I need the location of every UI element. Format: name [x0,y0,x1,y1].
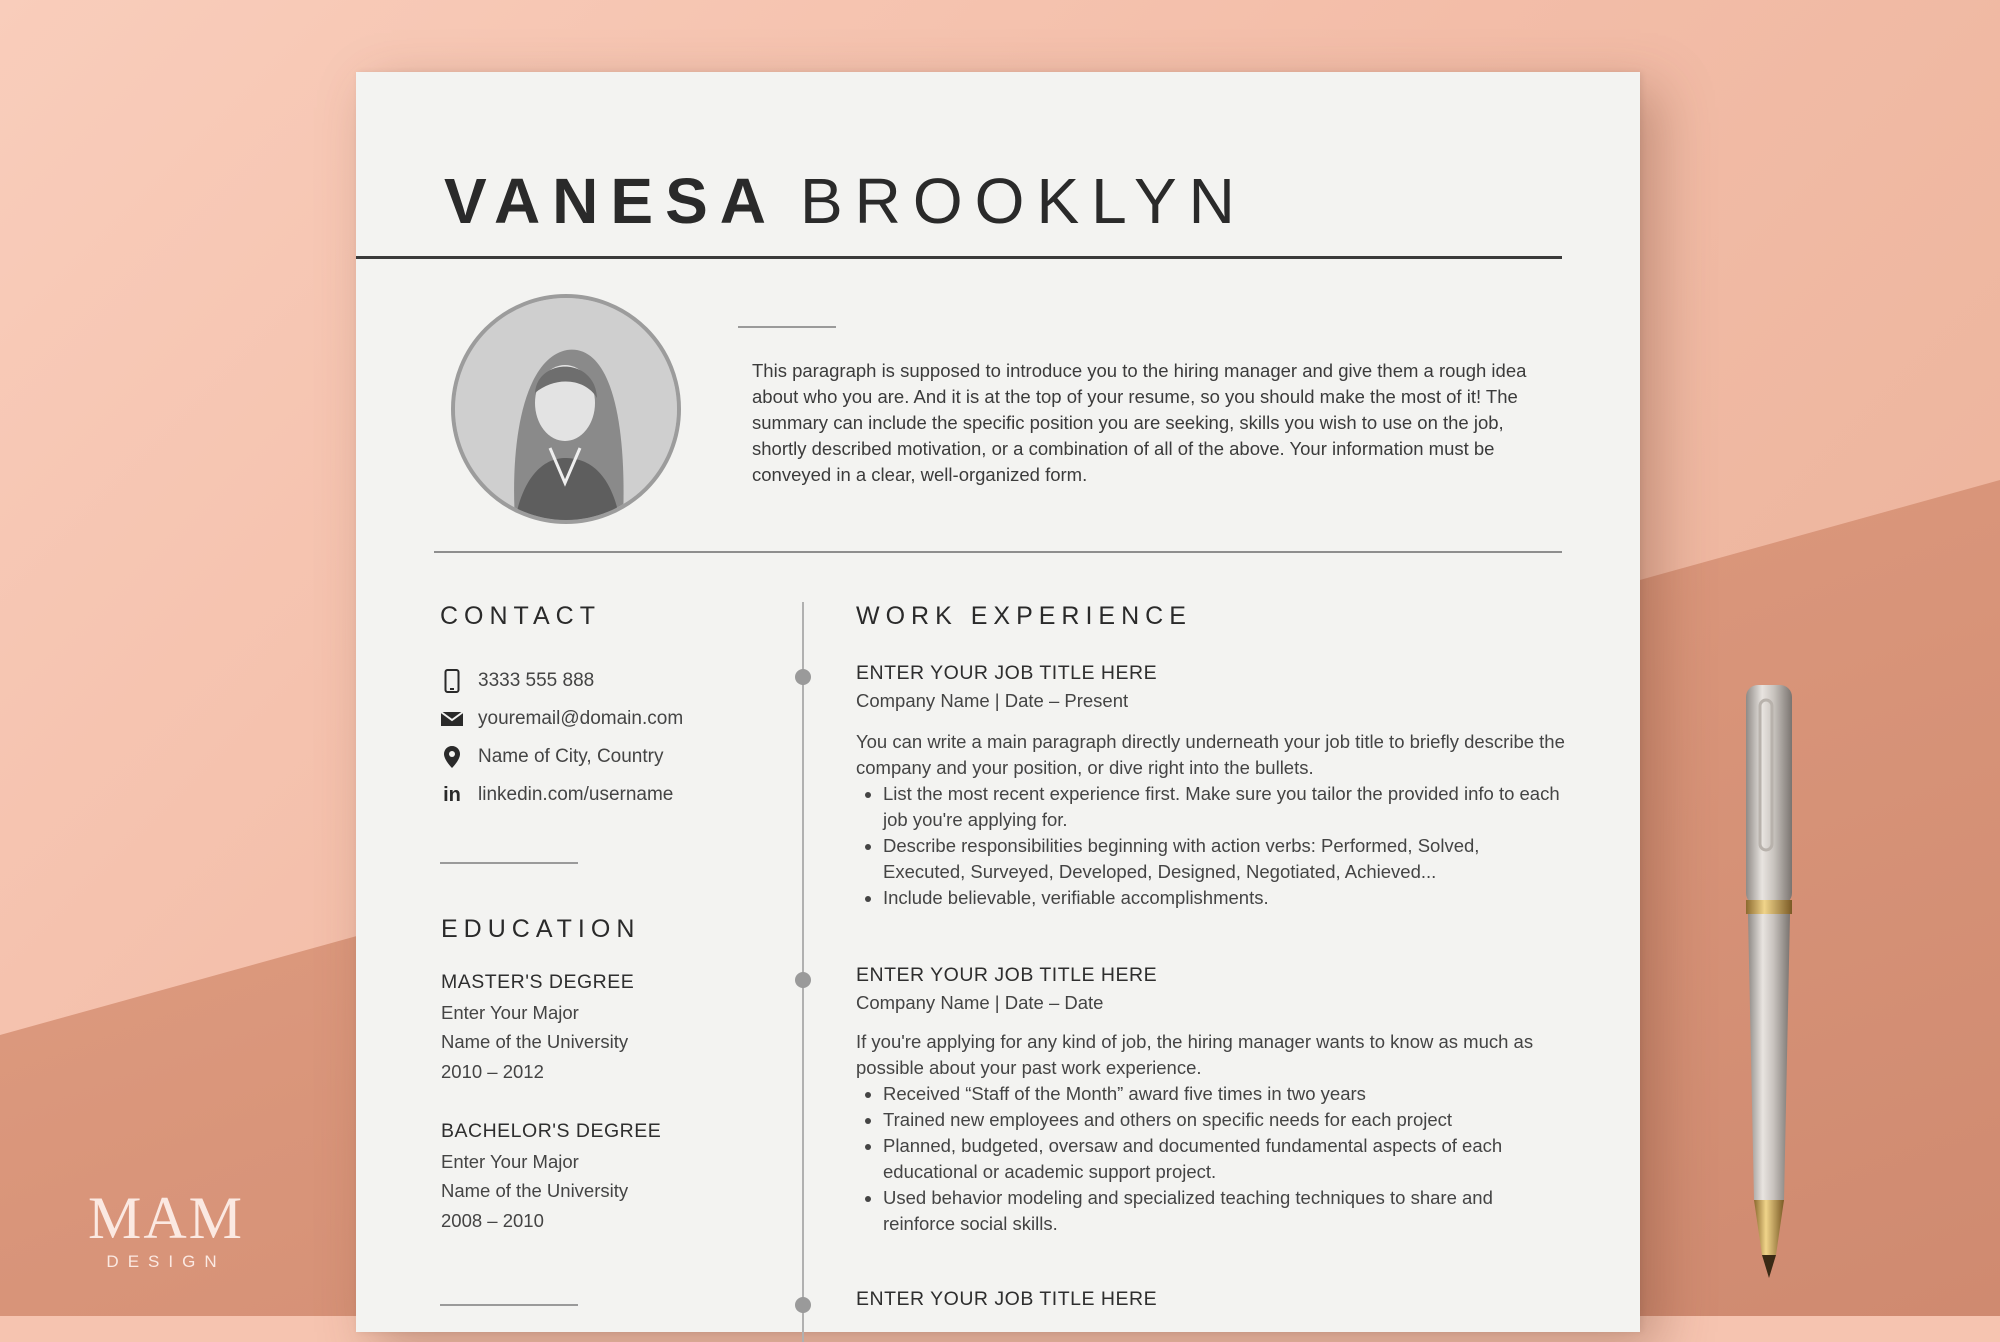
education-school: Name of the University [441,1180,629,1201]
linkedin-icon: in [443,783,461,806]
contact-heading: CONTACT [440,602,601,630]
summary-paragraph: This paragraph is supposed to introduce you to the hiring manager and give them a rough idea about who you are. And it is at the top of your resume, so you should make the most of it! The summary can include the specific position you are seeking, skills you wish to use on the job, shortly described motivation, or a combination of all of the above. Your information must be conveyed in a clear, well-organized form. [752,360,1527,485]
timeline-dot [795,1297,811,1313]
job-meta: Company Name | Date – Date [856,992,1104,1013]
job-entry [856,660,1566,911]
contact-divider [440,862,578,864]
contact-phone [440,662,683,700]
resume-name [444,164,1247,238]
job-description: If you're applying for any kind of job, the hiring manager wants to know as much as possible about your past work experience. [856,1031,1534,1078]
contact-list [440,662,683,814]
job-bullets [856,781,1566,911]
contact-linkedin [440,776,683,814]
education-years: 2008 – 2010 [441,1209,544,1231]
job-bullet: • Used behavior modeling and specialized teaching techniques to share and reinforce social skills. [883,1185,1566,1237]
education-degree: BACHELOR'S DEGREE [441,1120,662,1142]
job-bullet: • Planned, budgeted, oversaw and documented fundamental aspects of each educational or academic support project. [883,1133,1566,1185]
brand-logo [88,1185,245,1272]
first-name: VANESA [444,165,778,237]
job-bullet: • Received “Staff of the Month” award five times in two years [883,1081,1566,1107]
education-item [441,1117,661,1235]
job-bullet: • List the most recent experience first. Make sure you tailor the provided info to each job you're applying for. [883,781,1566,833]
summary-accent-rule [738,326,836,328]
resume-page [356,72,1640,1332]
job-title: ENTER YOUR JOB TITLE HERE [856,662,1158,684]
education-major: Enter Your Major [441,1001,579,1023]
linkedin-text: linkedin.com/username [478,784,674,805]
timeline-dot [795,972,811,988]
contact-location [440,738,683,776]
job-title: ENTER YOUR JOB TITLE HERE [856,964,1158,986]
timeline-dot [795,669,811,685]
job-bullets [856,1081,1566,1237]
work-experience-heading: WORK EXPERIENCE [856,602,1192,630]
logo-subtext: DESIGN [106,1252,226,1271]
pen-illustration [1740,680,1800,1280]
profile-photo [451,294,681,524]
education-heading: EDUCATION [441,915,641,943]
job-bullet: • Include believable, verifiable accomplishments. [883,885,1566,911]
location-pin-icon [440,745,464,769]
phone-icon [440,669,464,693]
email-icon [440,707,464,731]
education-item [441,968,634,1086]
education-years: 2010 – 2012 [441,1060,544,1082]
portrait-illustration [455,298,677,520]
job-bullet: • Describe responsibilities beginning with action verbs: Performed, Solved, Executed, Surveyed, Developed, Designed, Negotiated, Achieved... [883,833,1566,885]
job-entry [856,962,1566,1237]
education-major: Enter Your Major [441,1150,579,1172]
job-title: ENTER YOUR JOB TITLE HERE [856,1288,1158,1310]
education-degree: MASTER'S DEGREE [441,971,635,993]
section-divider [434,551,1562,553]
location-text: Name of City, Country [478,746,664,767]
job-meta: Company Name | Date – Present [856,690,1129,711]
contact-email [440,700,683,738]
header-rule [356,256,1562,259]
phone-text: 3333 555 888 [478,670,595,691]
education-school: Name of the University [441,1031,629,1052]
job-bullet: • Trained new employees and others on specific needs for each project [883,1107,1566,1133]
last-name: BROOKLYN [799,165,1247,237]
job-entry [856,1286,1566,1313]
email-text: youremail@domain.com [478,708,684,729]
education-divider [440,1304,578,1306]
logo-mark: MAM [88,1185,245,1251]
job-description: You can write a main paragraph directly underneath your job title to briefly describe the company and your position, or dive right into the bullets. [856,731,1565,778]
